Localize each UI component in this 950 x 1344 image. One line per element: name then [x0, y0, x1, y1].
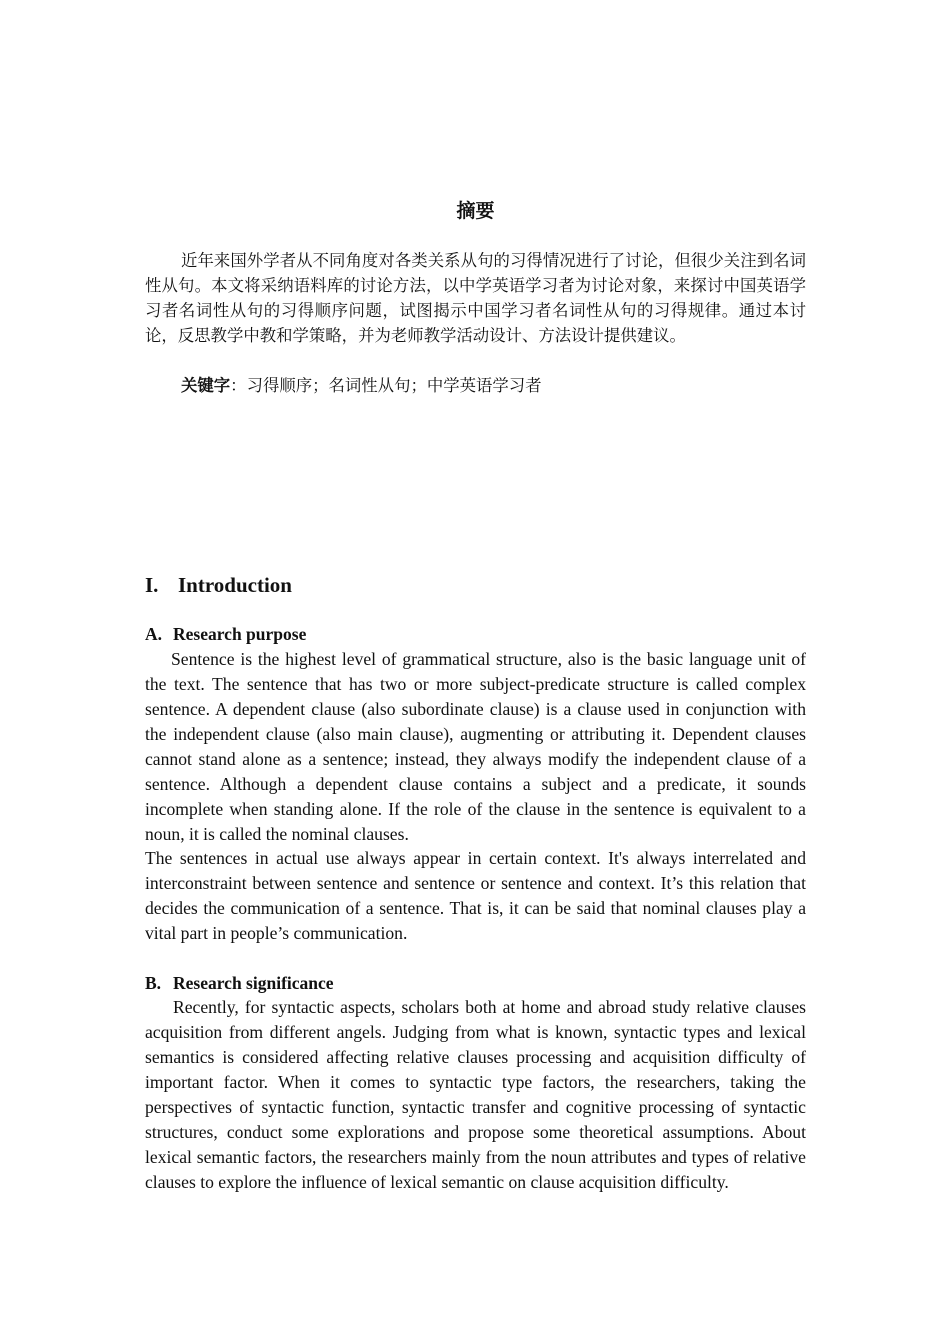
section-number: I.: [145, 573, 159, 597]
section-title: Introduction: [178, 573, 292, 597]
keywords-line: [181, 373, 542, 398]
subsection-heading-research-purpose: [145, 622, 306, 647]
subsection-number: B.: [145, 973, 162, 993]
abstract-title: 摘要: [456, 200, 495, 222]
section-heading-introduction: [145, 571, 292, 599]
subsection-title: Research significance: [173, 973, 334, 993]
keywords-separator: ：: [230, 376, 247, 395]
keywords-text: 习得顺序；名词性从句；中学英语学习者: [246, 376, 542, 395]
research-purpose-paragraph-1: Sentence is the highest level of grammatical structure, also is the basic language unit of the text. The sentence that has two or more subject-predicate structure is called complex sentence. A dependent clause (also subordinate clause) is a clause used in conjunction with the independent clause (also main clause), augmenting or attributing it. Dependent clauses cannot stand alone as a sentence; instead, they always modify the independent clause of a sentence. Although a dependent clause contains a subject and a predicate, it sounds incomplete when standing alone. If the role of the clause in the sentence is equivalent to a noun, it is called the nominal clauses.: [145, 649, 806, 844]
abstract-body: 近年来国外学者从不同角度对各类关系从句的习得情况进行了讨论，但很少关注到名词性从句。本文将采纳语料库的讨论方法，以中学英语学习者为讨论对象，来探讨中国英语学习者名词性从句的习得顺序问题，试图揭示中国学习者名词性从句的习得规律。通过本讨论，反思教学中教和学策略，并为老师教学活动设计、方法设计提供建议。: [145, 251, 806, 345]
research-purpose-paragraph-2: The sentences in actual use always appear in certain context. It's always interrelated and interconstraint between sentence and sentence or sentence and context. It’s this relation that decides the communication of a sentence. That is, it can be said that nominal clauses play a vital part in people’s communication.: [145, 848, 806, 943]
keywords-label: 关键字: [181, 376, 231, 395]
subsection-number: A.: [145, 624, 163, 644]
subsection-title: Research purpose: [173, 624, 307, 644]
research-significance-paragraph: Recently, for syntactic aspects, scholars both at home and abroad study relative clauses acquisition from different angels. Judging from what is known, syntactic types and lexical semantics is considered affecting relative clauses processing and acquisition difficulty of important factor. When it comes to syntactic type factors, the researchers, taking the perspectives of syntactic function, syntactic transfer and cognitive processing of syntactic structures, conduct some explorations and propose some theoretical assumptions. About lexical semantic factors, the researchers mainly from the noun attributes and types of relative clauses to explore the influence of lexical semantic on clause acquisition difficulty.: [145, 997, 806, 1192]
subsection-heading-research-significance: [145, 971, 334, 996]
